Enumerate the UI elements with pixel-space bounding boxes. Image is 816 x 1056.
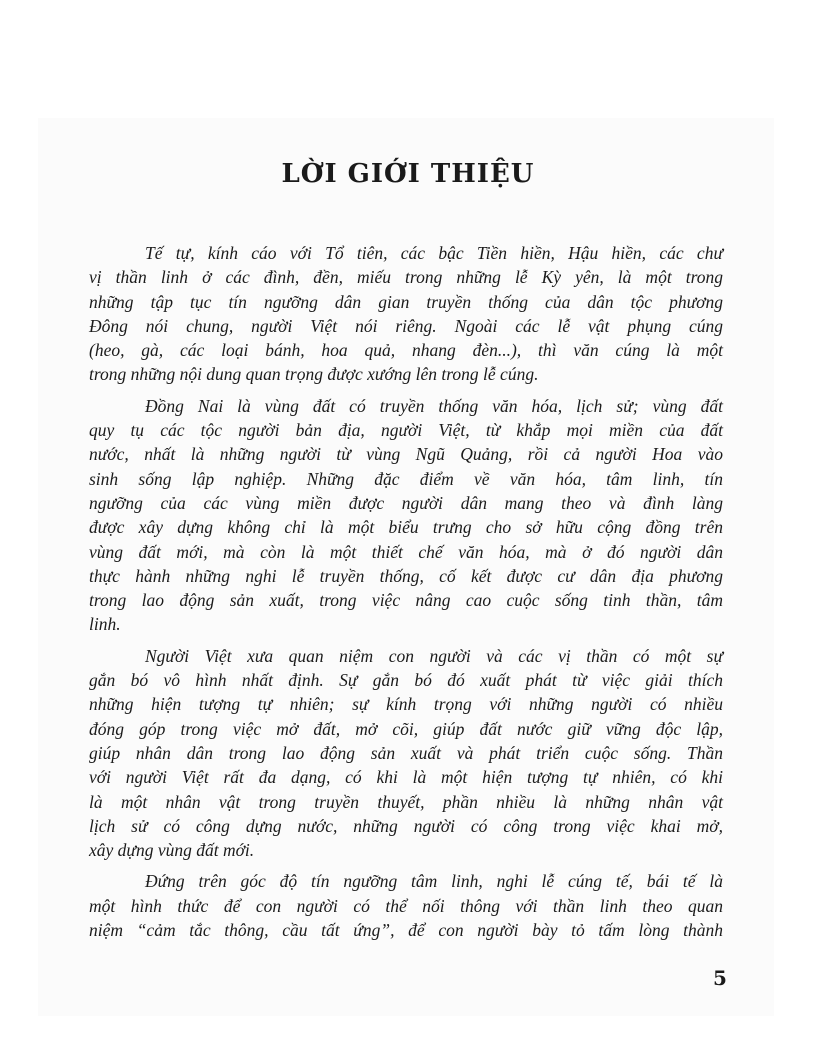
paragraph-1 — [89, 241, 723, 387]
text-line: xây dựng vùng đất mới. — [89, 840, 255, 861]
text-line: Tế tự, kính cáo với Tổ tiên, các bậc Tiền hiền, Hậu hiền, các chư — [145, 243, 723, 263]
text-line: niệm “cảm tắc thông, cầu tất ứng”, để con người bày tỏ tấm lòng thành — [89, 920, 723, 941]
text-line: giúp nhân dân trong lao động sản xuất và phát triển cuộc sống. Thần — [89, 742, 723, 763]
text-line: đóng góp trong việc mở đất, mở cõi, giúp đất nước giữ vững độc lập, — [89, 718, 723, 739]
text-line: gắn bó vô hình nhất định. Sự gắn bó đó xuất phát từ việc giải thích — [89, 670, 723, 691]
paragraph-2 — [89, 394, 723, 637]
text-line: Đồng Nai là vùng đất có truyền thống văn hóa, lịch sử; vùng đất — [145, 395, 723, 416]
text-line: vị thần linh ở các đình, đền, miếu trong những lễ Kỳ yên, là một trong — [89, 267, 723, 288]
text-line: được xây dựng không chỉ là một biểu trưng cho sở hữu cộng đồng trên — [89, 517, 723, 538]
text-line: sinh sống lập nghiệp. Những đặc điểm về văn hóa, tâm linh, tín — [89, 468, 723, 489]
text-line: vùng đất mới, mà còn là một thiết chế văn hóa, mà ở đó người dân — [89, 541, 723, 562]
text-line: Người Việt xưa quan niệm con người và các vị thần có một sự — [145, 645, 723, 666]
text-line: quy tụ các tộc người bản địa, người Việt, từ khắp mọi miền của đất — [89, 420, 723, 441]
text-line: Đông nói chung, người Việt nói riêng. Ngoài các lễ vật phụng cúng — [89, 315, 723, 336]
text-line: (heo, gà, các loại bánh, hoa quả, nhang đèn...), thì văn cúng là một — [89, 340, 723, 361]
body-text — [89, 241, 723, 949]
text-line: những tập tục tín ngưỡng dân gian truyền thống của dân tộc phương — [89, 291, 723, 312]
text-line: linh. — [89, 614, 121, 635]
text-line: Đứng trên góc độ tín ngưỡng tâm linh, nghi lễ cúng tế, bái tế là — [145, 871, 723, 892]
text-line: là một nhân vật trong truyền thuyết, phần nhiều là những nhân vật — [89, 791, 723, 812]
text-line: với người Việt rất đa dạng, có khi là một hiện tượng tự nhiên, có khi — [89, 767, 723, 788]
paragraph-4 — [89, 869, 723, 942]
page-number: 5 — [713, 966, 727, 990]
text-line: trong những nội dung quan trọng được xướng lên trong lễ cúng. — [89, 364, 539, 385]
text-line: những hiện tượng tự nhiên; sự kính trọng với những người có nhiều — [89, 694, 723, 715]
text-line: trong lao động sản xuất, trong việc nâng cao cuộc sống tinh thần, tâm — [89, 590, 723, 611]
text-line: ngưỡng của các vùng miền được người dân mang theo và đình làng — [89, 492, 723, 513]
text-line: lịch sử có công dựng nước, những người có công trong việc khai mở, — [89, 815, 723, 836]
text-line: một hình thức để con người có thể nối thông với thần linh theo quan — [89, 895, 723, 916]
text-line: nước, nhất là những người từ vùng Ngũ Quảng, rồi cả người Hoa vào — [89, 444, 723, 465]
text-line: thực hành những nghi lễ truyền thống, cố kết được cư dân địa phương — [89, 565, 723, 586]
paragraph-3 — [89, 644, 723, 863]
page-title: LỜI GIỚI THIỆU — [281, 159, 535, 189]
